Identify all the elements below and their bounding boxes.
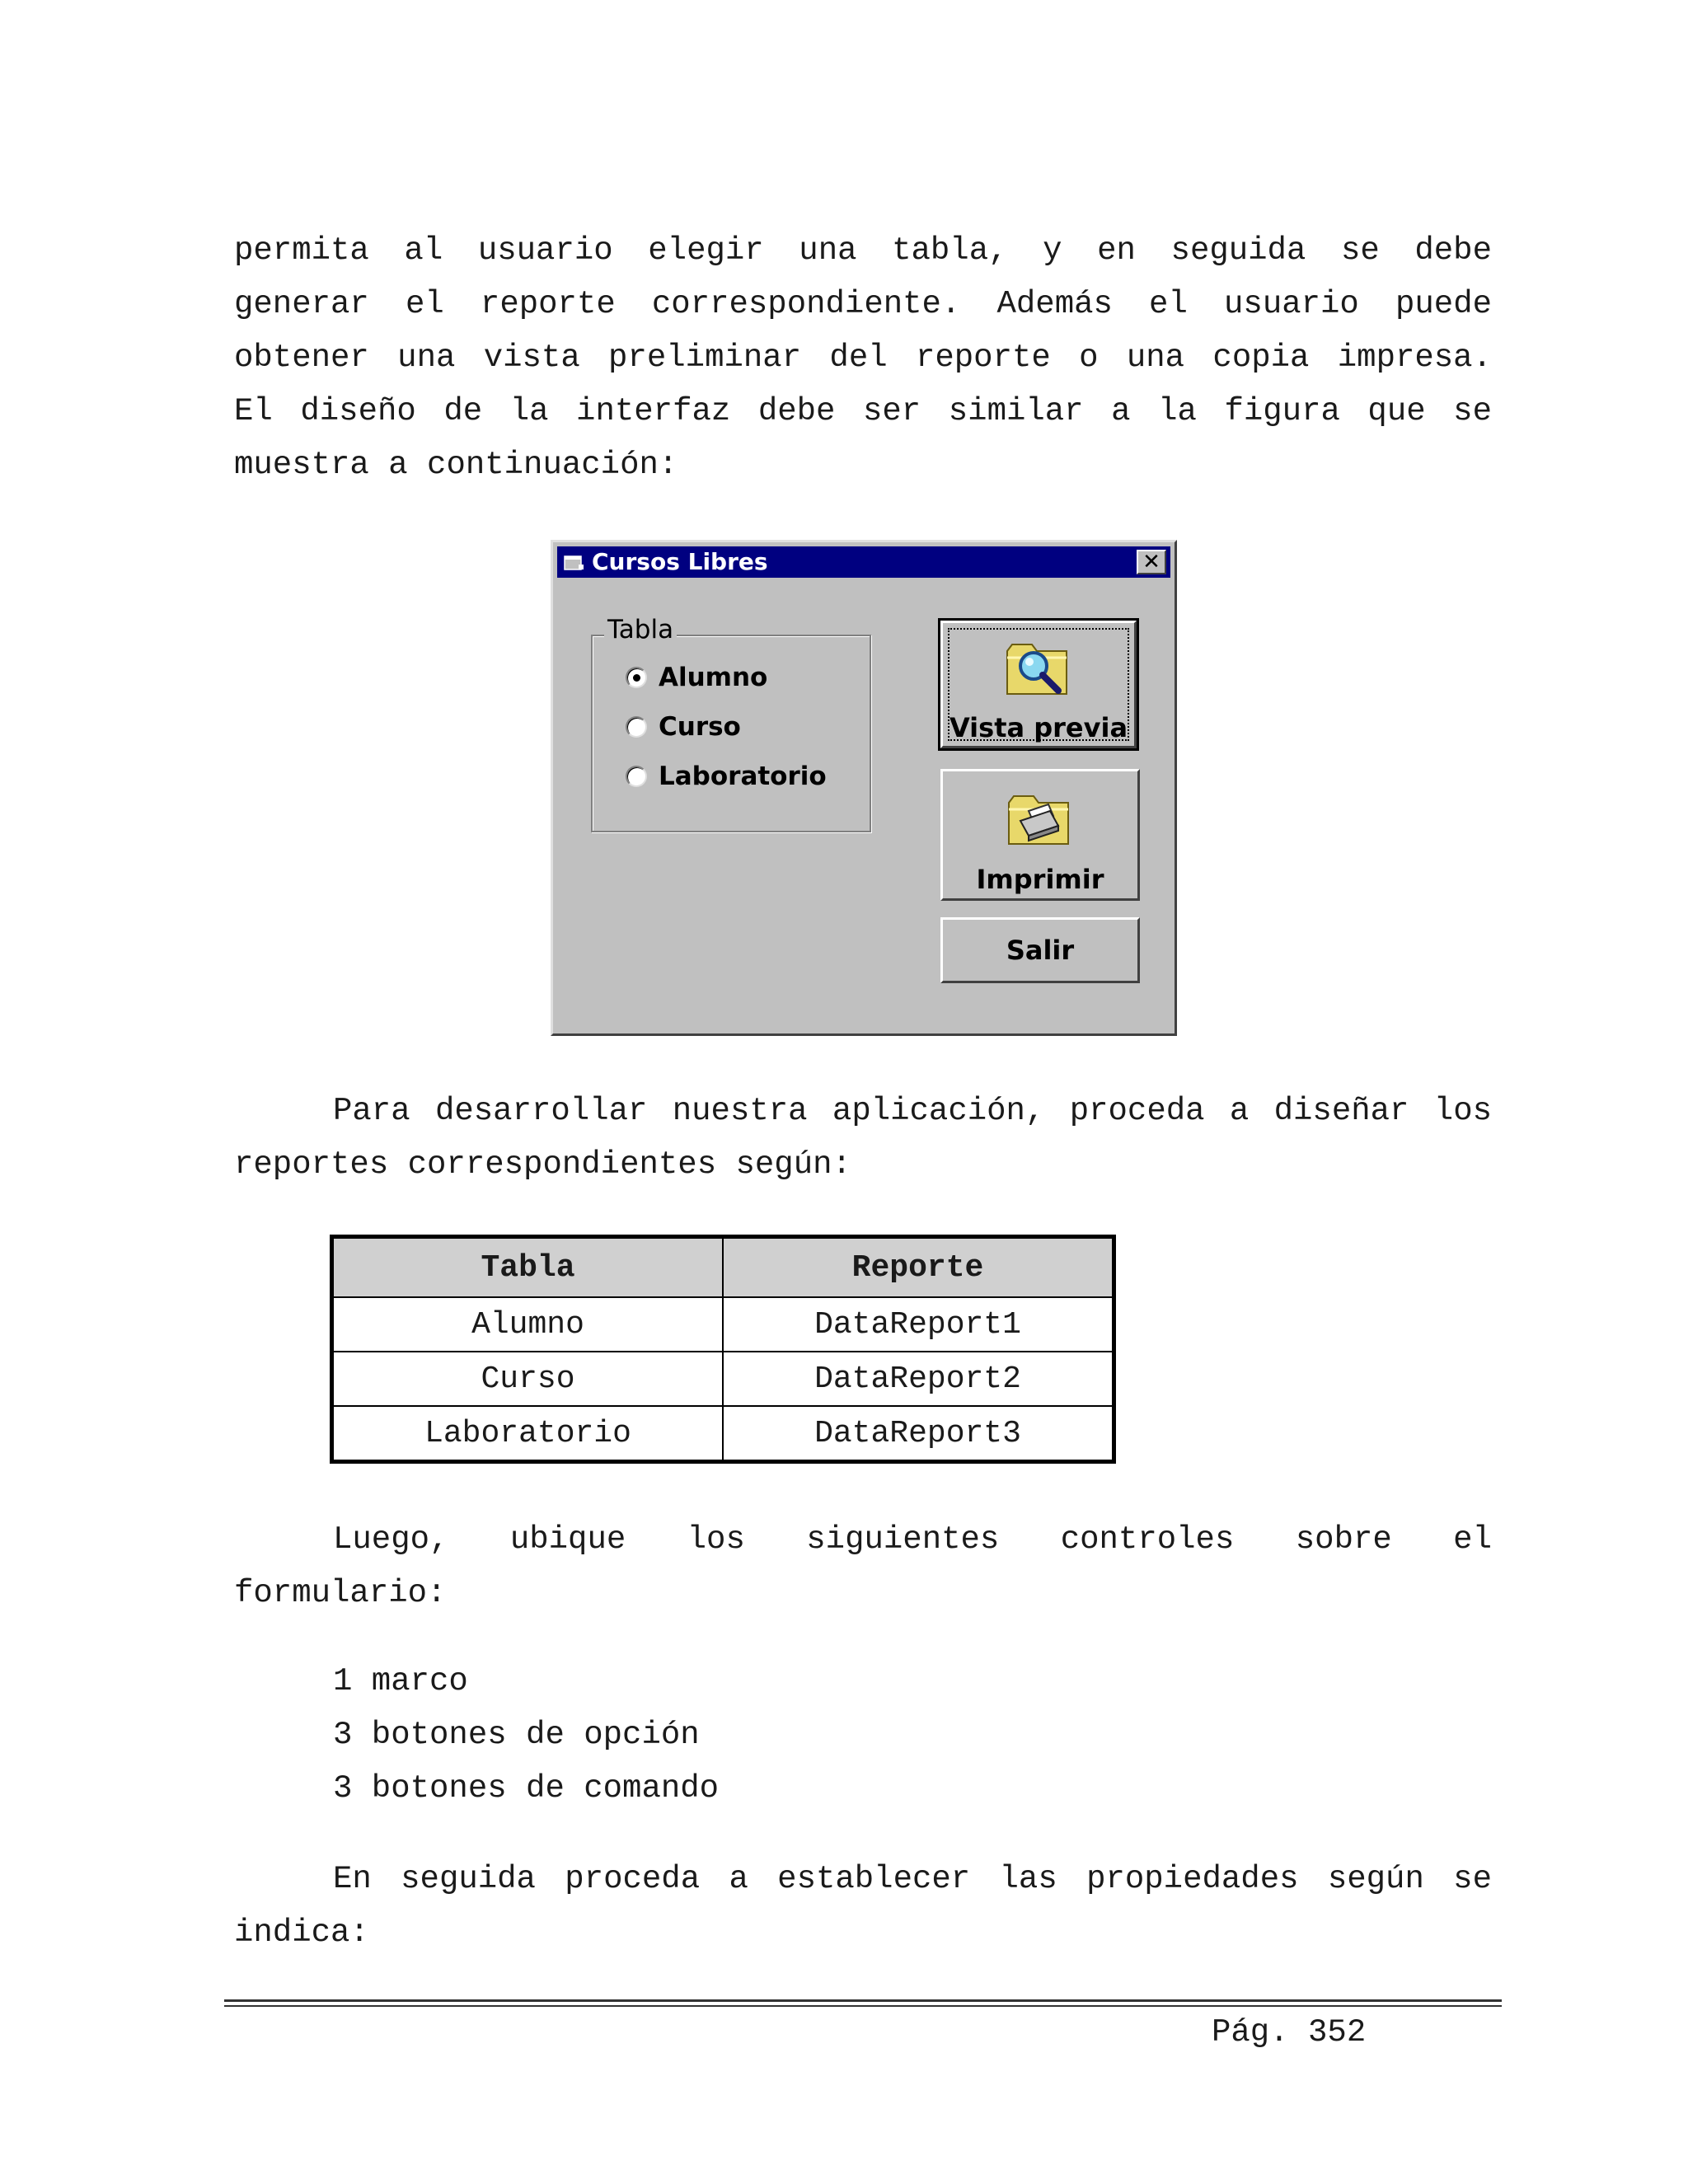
table-cell: DataReport3 xyxy=(723,1406,1114,1462)
text-line: formulario: xyxy=(234,1575,447,1611)
paragraph-design-reports xyxy=(234,1085,1492,1192)
tabla-frame xyxy=(591,615,871,832)
list-item: 3 botones de opción xyxy=(333,1717,700,1753)
text-line: reportes correspondientes según: xyxy=(234,1146,851,1183)
controls-list xyxy=(234,1655,1492,1816)
list-item: 3 botones de comando xyxy=(333,1770,720,1807)
table-header: Tabla xyxy=(332,1237,724,1298)
text-line: Para desarrollar nuestra aplicación, proceda a diseñar los xyxy=(333,1093,1492,1129)
option-label: Curso xyxy=(659,712,741,742)
button-label: Salir xyxy=(1006,935,1075,966)
title-bar[interactable] xyxy=(557,546,1170,578)
table-cell: DataReport2 xyxy=(723,1352,1114,1406)
table-row xyxy=(332,1406,1114,1462)
text-line: En seguida proceda a establecer las propiedades según se xyxy=(333,1861,1492,1897)
list-item: 1 marco xyxy=(333,1663,468,1699)
folder-printer-icon xyxy=(1006,786,1075,852)
window-icon xyxy=(564,553,585,571)
reports-table xyxy=(330,1235,1116,1464)
text-line: generar el reporte correspondiente. Además el usuario puede xyxy=(234,286,1492,322)
exit-button[interactable] xyxy=(940,917,1140,983)
table-cell: Curso xyxy=(332,1352,724,1406)
option-label: Laboratorio xyxy=(659,762,827,791)
table-header-row xyxy=(332,1237,1114,1298)
text-line: indica: xyxy=(234,1915,369,1951)
table-cell: DataReport1 xyxy=(723,1297,1114,1352)
text-line: El diseño de la interfaz debe ser similar a la figura que se xyxy=(234,393,1492,429)
text-line: Luego, ubique los siguientes controles sobre el xyxy=(333,1521,1492,1558)
radio-selected-icon xyxy=(626,667,647,688)
button-label: Imprimir xyxy=(976,864,1104,895)
footer-rule xyxy=(224,1999,1502,2002)
paragraph-properties xyxy=(234,1853,1492,1960)
table-header: Reporte xyxy=(723,1237,1114,1298)
table-row xyxy=(332,1352,1114,1406)
text-line: permita al usuario elegir una tabla, y en seguida se debe xyxy=(234,232,1492,269)
table-row xyxy=(332,1297,1114,1352)
text-line: obtener una vista preliminar del reporte o una copia impresa. xyxy=(234,340,1492,376)
option-label: Alumno xyxy=(659,663,768,692)
text-line: muestra a continuación: xyxy=(234,447,678,483)
intro-paragraph xyxy=(234,224,1492,492)
frame-label: Tabla xyxy=(604,615,677,644)
window-title: Cursos Libres xyxy=(592,548,768,575)
table-cell: Laboratorio xyxy=(332,1406,724,1462)
close-icon: ✕ xyxy=(1142,550,1160,574)
preview-button[interactable] xyxy=(940,621,1137,748)
paragraph-place-controls xyxy=(234,1513,1492,1620)
dialog-window xyxy=(551,540,1177,1036)
button-label: Vista previa xyxy=(949,712,1128,743)
table-cell: Alumno xyxy=(332,1297,724,1352)
footer-rule xyxy=(224,2005,1502,2007)
radio-icon xyxy=(626,716,647,738)
page-number: Pág. 352 xyxy=(1212,2014,1367,2050)
close-button[interactable] xyxy=(1137,550,1166,574)
folder-magnifier-icon xyxy=(1004,635,1073,701)
print-button[interactable] xyxy=(940,769,1140,901)
radio-icon xyxy=(626,766,647,787)
